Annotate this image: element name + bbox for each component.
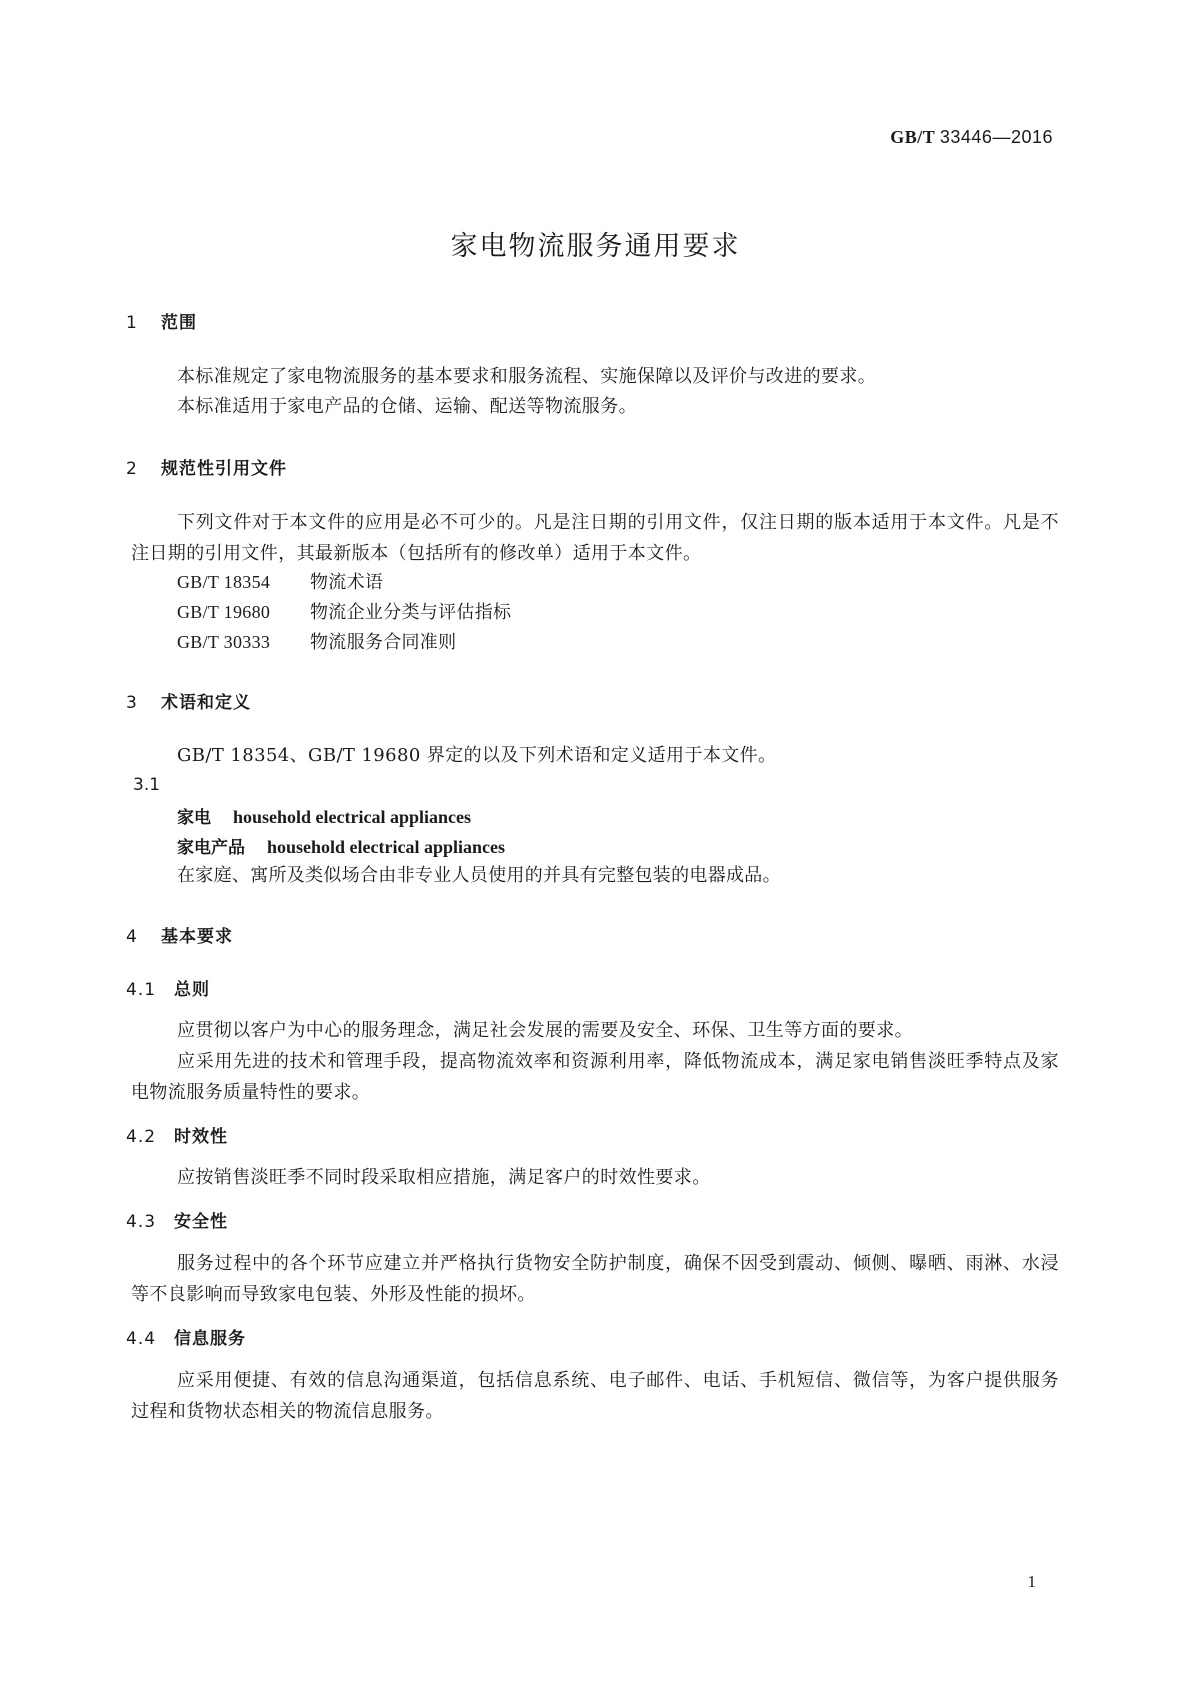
section-title: 范围	[161, 313, 197, 333]
subsection-number: 4.2	[126, 1127, 157, 1147]
reference-code: GB/T 19680	[177, 602, 271, 622]
term-chinese: 家电产品	[177, 838, 245, 858]
reference-name: 物流服务合同准则	[310, 632, 457, 653]
subsection-4-1-paragraph-2: 应采用先进的技术和管理手段，提高物流效率和资源利用率，降低物流成本，满足家电销售淡旺季特点及家电物流服务质量特性的要求。	[131, 1051, 1059, 1103]
subsection-4-4-heading	[126, 1324, 246, 1349]
reference-code: GB/T 18354	[177, 572, 271, 592]
subsection-title: 安全性	[174, 1212, 228, 1232]
section-3-paragraph-1: GB/T 18354、GB/T 19680 界定的以及下列术语和定义适用于本文件。	[177, 745, 777, 766]
term-entry	[177, 833, 505, 858]
subsection-4-1-paragraph-1: 应贯彻以客户为中心的服务理念，满足社会发展的需要及安全、环保、卫生等方面的要求。	[177, 1020, 913, 1041]
term-english: household electrical appliances	[233, 807, 471, 827]
subsection-4-2-heading	[126, 1122, 228, 1147]
reference-name: 物流术语	[310, 572, 384, 593]
subsection-number: 4.3	[126, 1212, 157, 1232]
section-2-paragraph-1: 下列文件对于本文件的应用是必不可少的。凡是注日期的引用文件，仅注日期的版本适用于本文件。凡是不注日期的引用文件，其最新版本（包括所有的修改单）适用于本文件。	[131, 512, 1059, 564]
section-1-paragraph-2: 本标准适用于家电产品的仓储、运输、配送等物流服务。	[177, 396, 637, 417]
standard-number: 33446—2016	[939, 127, 1053, 147]
section-title: 基本要求	[161, 927, 233, 947]
standard-prefix: GB/T	[890, 127, 935, 147]
subsection-title: 信息服务	[174, 1329, 246, 1349]
section-title: 规范性引用文件	[161, 459, 287, 479]
subsection-title: 时效性	[174, 1127, 228, 1147]
page-number: 1	[1027, 1572, 1036, 1591]
subsection-4-4-paragraph-1: 应采用便捷、有效的信息沟通渠道，包括信息系统、电子邮件、电话、手机短信、微信等，为客户提供服务过程和货物状态相关的物流信息服务。	[131, 1370, 1059, 1422]
subsection-title: 总则	[174, 980, 210, 1000]
term-definition: 在家庭、寓所及类似场合由非专业人员使用的并具有完整包装的电器成品。	[177, 865, 781, 886]
reference-name: 物流企业分类与评估指标	[310, 602, 512, 623]
document-title: 家电物流服务通用要求	[450, 231, 741, 262]
section-1-paragraph-1: 本标准规定了家电物流服务的基本要求和服务流程、实施保障以及评价与改进的要求。	[177, 366, 877, 387]
subsection-4-2-paragraph-1: 应按销售淡旺季不同时段采取相应措施，满足客户的时效性要求。	[177, 1167, 711, 1188]
section-number: 3	[126, 693, 138, 713]
reference-item	[177, 628, 456, 654]
subsection-4-3-paragraph-1: 服务过程中的各个环节应建立并严格执行货物安全防护制度，确保不因受到震动、倾侧、曝晒、雨淋、水浸等不良影响而导致家电包装、外形及性能的损坏。	[131, 1253, 1059, 1305]
reference-code: GB/T 30333	[177, 632, 271, 652]
section-number: 1	[126, 313, 138, 333]
subsection-4-1-heading	[126, 975, 210, 1000]
term-number: 3.1	[133, 775, 161, 795]
section-2-heading	[126, 454, 287, 479]
section-4-heading	[126, 922, 233, 947]
subsection-4-3-heading	[126, 1207, 228, 1232]
section-number: 4	[126, 927, 138, 947]
term-chinese: 家电	[177, 808, 211, 828]
term-entry	[177, 803, 471, 828]
term-english: household electrical appliances	[267, 837, 505, 857]
reference-item	[177, 598, 511, 624]
section-number: 2	[126, 459, 138, 479]
subsection-number: 4.4	[126, 1329, 157, 1349]
section-title: 术语和定义	[161, 693, 251, 713]
subsection-number: 4.1	[126, 980, 157, 1000]
section-1-heading	[126, 308, 197, 333]
reference-item	[177, 568, 383, 594]
section-3-heading	[126, 688, 251, 713]
standard-code	[890, 127, 1053, 148]
